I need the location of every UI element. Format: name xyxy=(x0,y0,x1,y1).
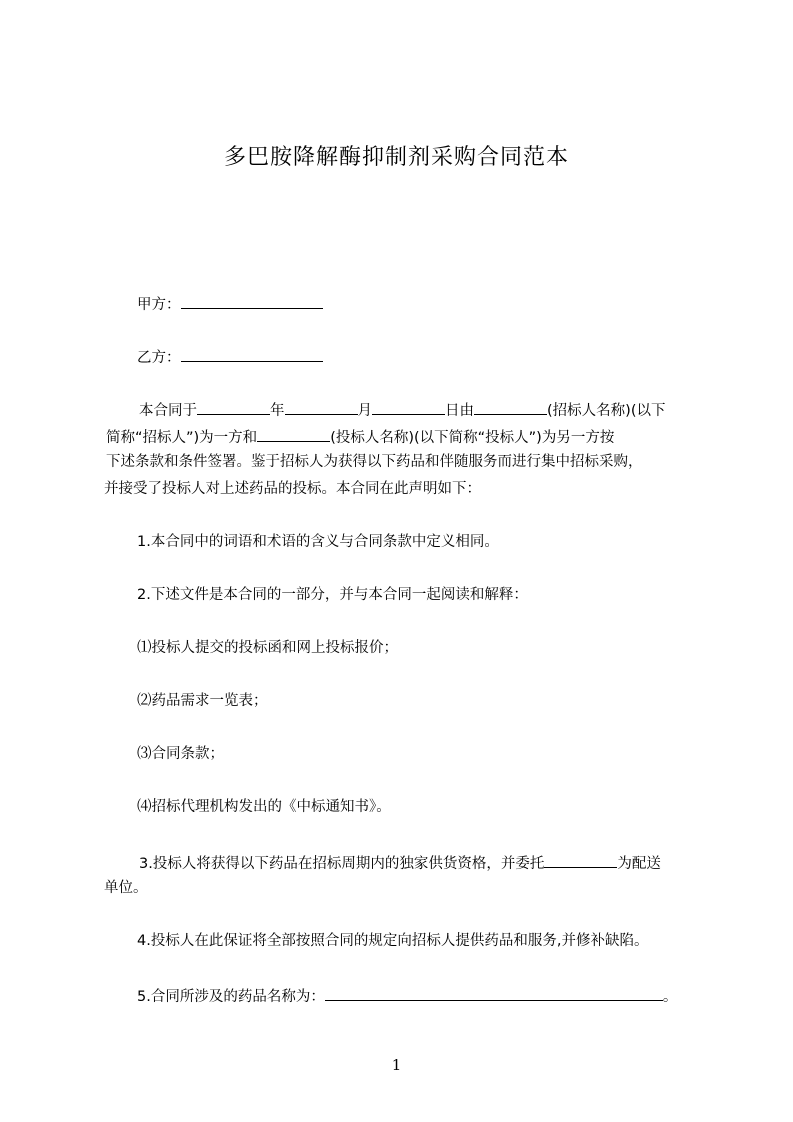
drug-name-blank[interactable] xyxy=(325,984,663,1001)
party-a-line xyxy=(137,292,323,315)
doc-item-2: ⑵药品需求一览表； xyxy=(137,693,268,709)
doc-item-4: ⑷招标代理机构发出的《中标通知书》。 xyxy=(137,799,391,815)
doc-item-1: ⑴投标人提交的投标函和网上投标报价； xyxy=(137,640,398,656)
party-b-line xyxy=(137,345,323,368)
day-label: 日由 xyxy=(445,403,474,419)
clause-3-text: 为配送 xyxy=(617,856,661,872)
clause-5-end: 。 xyxy=(662,989,678,1005)
bidder-blank[interactable] xyxy=(257,425,330,442)
party-a-blank[interactable] xyxy=(181,292,323,309)
day-blank[interactable] xyxy=(372,398,445,415)
clause-3-text: 3.投标人将获得以下药品在招标周期内的独家供货资格，并委托 xyxy=(139,856,545,872)
intro-text: 简称“招标人”)为一方和 xyxy=(106,430,258,446)
party-b-blank[interactable] xyxy=(181,345,323,362)
party-b-label: 乙方： xyxy=(137,350,181,366)
doc-item-3: ⑶合同条款； xyxy=(137,746,224,762)
page-title: 多巴胺降解酶抑制剂采购合同范本 xyxy=(223,145,569,170)
party-a-label: 甲方： xyxy=(137,297,181,313)
year-blank[interactable] xyxy=(197,398,270,415)
tenderer-label: (招标人名称)(以下 xyxy=(547,403,666,419)
intro-line-1 xyxy=(139,398,665,421)
clause-5-text: 5.合同所涉及的药品名称为： xyxy=(137,989,325,1005)
clause-4: 4.投标人在此保证将全部按照合同的规定向招标人提供药品和服务,并修补缺陷。 xyxy=(137,933,649,949)
clause-2: 2.下述文件是本合同的一部分，并与本合同一起阅读和解释： xyxy=(137,587,528,603)
intro-text: (投标人名称)(以下简称“投标人”)为另一方按 xyxy=(330,430,615,446)
month-label: 月 xyxy=(357,403,372,419)
clause-3-line-1 xyxy=(139,851,661,874)
intro-text: 本合同于 xyxy=(139,403,197,419)
clause-3-line-2: 单位。 xyxy=(104,880,148,896)
year-label: 年 xyxy=(270,403,285,419)
tenderer-blank[interactable] xyxy=(474,398,547,415)
intro-line-4: 并接受了投标人对上述药品的投标。本合同在此声明如下： xyxy=(104,481,481,497)
clause-1: 1.本合同中的词语和术语的含义与合同条款中定义相同。 xyxy=(137,534,499,550)
intro-line-2 xyxy=(106,425,614,448)
page-number: 1 xyxy=(391,1056,402,1074)
distributor-blank[interactable] xyxy=(544,851,617,868)
clause-5 xyxy=(137,984,677,1007)
intro-line-3: 下述条款和条件签署。鉴于招标人为获得以下药品和伴随服务而进行集中招标采购， xyxy=(106,454,643,470)
month-blank[interactable] xyxy=(285,398,358,415)
